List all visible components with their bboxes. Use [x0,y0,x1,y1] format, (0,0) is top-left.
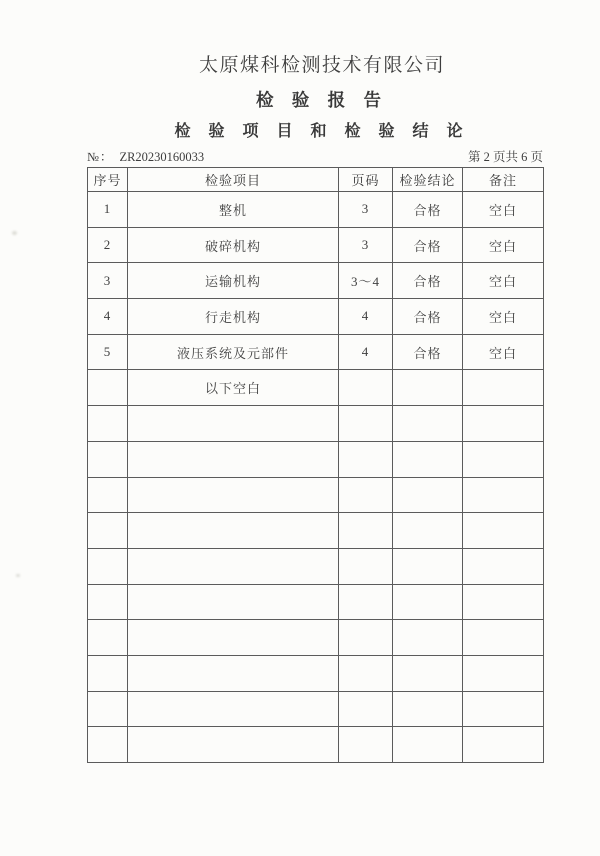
table-cell [88,691,128,727]
table-header-cell-conclusion: 检验结论 [393,168,463,192]
table-cell: 4 [88,299,128,335]
table-cell [393,584,463,620]
table-cell [463,727,544,763]
table-cell: 2 [88,227,128,263]
table-cell [339,691,393,727]
table-cell: 空白 [463,227,544,263]
table-cell [463,441,544,477]
scan-speck [12,231,17,235]
table-cell [128,513,339,549]
table-cell: 空白 [463,263,544,299]
table-cell: 合格 [393,227,463,263]
table-cell [463,406,544,442]
table-row [88,227,544,263]
table-cell [393,691,463,727]
table-cell [88,406,128,442]
table-cell [463,513,544,549]
table-row [88,548,544,584]
table-cell [339,727,393,763]
table-row [88,370,544,406]
table-header-cell-item: 检验项目 [128,168,339,192]
table-cell [339,406,393,442]
table-cell [128,655,339,691]
company-name: 太原煤科检测技术有限公司 [198,55,445,76]
table-cell [88,370,128,406]
table-cell [128,620,339,656]
table-cell [393,727,463,763]
table-cell [393,655,463,691]
table-row [88,727,544,763]
table-header-cell-remark: 备注 [463,168,544,192]
table-cell [339,655,393,691]
table-cell: 空白 [463,334,544,370]
table-row [88,477,544,513]
table-row [88,691,544,727]
table-cell [88,548,128,584]
scan-speck [16,574,20,577]
table-cell: 4 [339,334,393,370]
report-content [87,0,543,763]
table-cell [463,477,544,513]
table-cell [339,620,393,656]
table-cell [128,727,339,763]
report-header [94,55,550,142]
inspection-results-table [87,167,544,763]
table-header-cell-seq: 序号 [88,168,128,192]
table-cell [393,548,463,584]
table-cell [128,406,339,442]
table-cell: 3 [339,227,393,263]
table-row [88,334,544,370]
table-cell [339,513,393,549]
table-cell [339,477,393,513]
table-cell [463,691,544,727]
table-cell [393,370,463,406]
table-cell: 3 [339,192,393,228]
table-row [88,441,544,477]
table-row [88,406,544,442]
page-indicator: 第 2 页共 6 页 [467,150,543,164]
table-cell: 合格 [393,192,463,228]
table-cell [88,477,128,513]
table-row [88,620,544,656]
table-cell: 4 [339,299,393,335]
table-cell: 破碎机构 [128,227,339,263]
table-row [88,192,544,228]
table-cell [339,441,393,477]
table-cell [393,441,463,477]
table-cell [463,655,544,691]
table-row [88,584,544,620]
table-cell: 整机 [128,192,339,228]
table-cell [128,691,339,727]
table-header-cell-page: 页码 [339,168,393,192]
table-cell [463,584,544,620]
table-cell: 行走机构 [128,299,339,335]
report-number [87,149,204,165]
table-row [88,299,544,335]
table-cell [463,548,544,584]
table-cell: 合格 [393,299,463,335]
table-cell [88,584,128,620]
table-cell [339,370,393,406]
table-row [88,655,544,691]
table-cell: 空白 [463,299,544,335]
table-header-row [88,168,544,192]
table-row [88,513,544,549]
table-cell: 空白 [463,192,544,228]
table-cell [88,727,128,763]
table-row [88,263,544,299]
table-cell [128,548,339,584]
table-cell: 3 [88,263,128,299]
table-cell [88,441,128,477]
table-cell [88,513,128,549]
table-cell [339,548,393,584]
table-cell [393,620,463,656]
table-cell: 液压系统及元部件 [128,334,339,370]
table-cell: 1 [88,192,128,228]
table-cell [128,477,339,513]
table-cell [128,584,339,620]
table-cell [88,655,128,691]
section-title: 检 验 项 目 和 检 验 结 论 [174,123,470,140]
table-cell [339,584,393,620]
table-cell: 合格 [393,334,463,370]
table-cell [393,513,463,549]
table-cell [463,370,544,406]
table-cell: 运输机构 [128,263,339,299]
table-cell [393,477,463,513]
table-cell: 以下空白 [128,370,339,406]
table-cell [393,406,463,442]
table-cell: 3～4 [339,263,393,299]
report-number-label: №： [87,150,114,164]
report-title: 检 验 报 告 [255,90,389,110]
table-cell [463,620,544,656]
report-meta-row [87,149,543,165]
table-cell: 合格 [393,263,463,299]
table-cell [128,441,339,477]
table-body [88,192,544,763]
table-head [88,168,544,192]
table-cell [88,620,128,656]
report-number-value: ZR20230160033 [119,150,205,164]
table-cell: 5 [88,334,128,370]
